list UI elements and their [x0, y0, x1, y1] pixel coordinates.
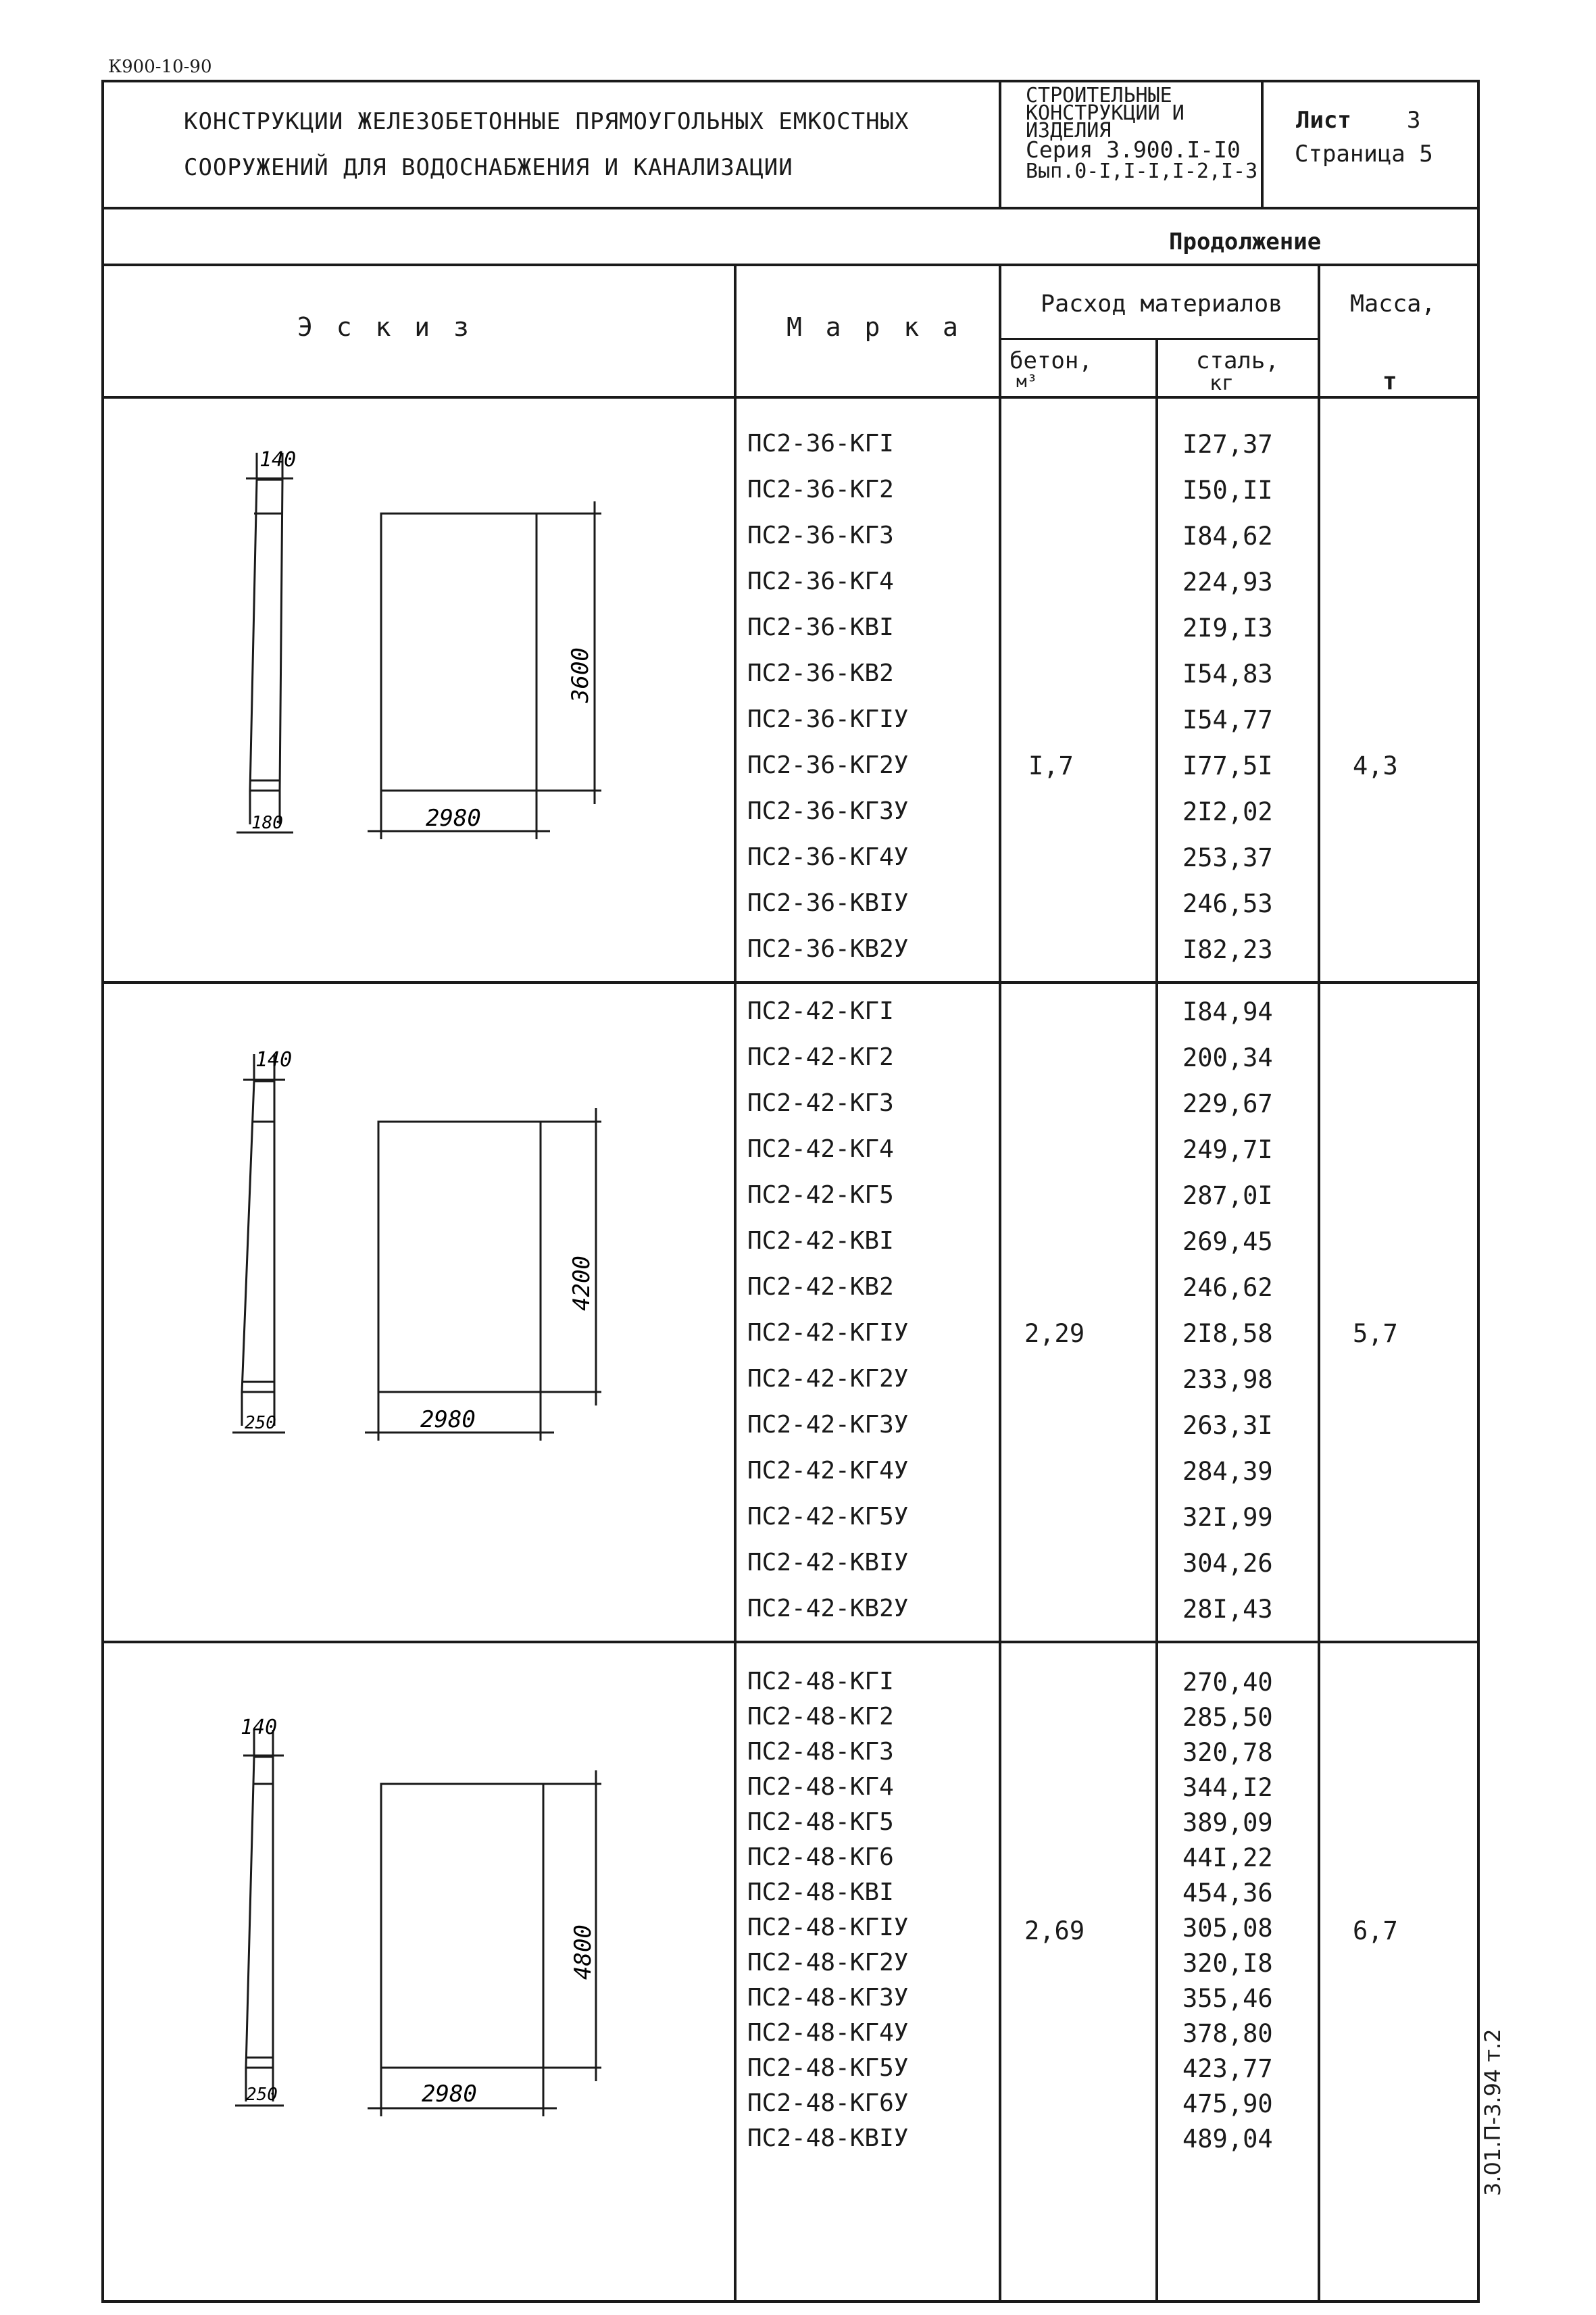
steel-cell: 475,90	[1182, 2089, 1273, 2118]
steel-cell: 489,04	[1182, 2124, 1273, 2154]
steel-cell: 229,67	[1182, 1089, 1273, 1118]
steel-cell: 249,7I	[1182, 1135, 1273, 1164]
mark-cell: ПС2-36-КГ4	[747, 568, 894, 595]
mark-cell: ПС2-36-КГI	[747, 430, 894, 457]
header-bottom-line	[101, 396, 1480, 399]
steel-cell: 320,78	[1182, 1738, 1273, 1767]
steel-cell: 200,34	[1182, 1043, 1273, 1072]
mark-cell: ПС2-48-КГ5	[747, 1808, 894, 1836]
header-steel: сталь,	[1196, 347, 1279, 374]
mark-cell: ПС2-36-КГ4У	[747, 843, 909, 871]
mark-cell: ПС2-48-КГ3У	[747, 1984, 909, 2012]
mark-cell: ПС2-42-КВIУ	[747, 1549, 909, 1576]
steel-cell: I84,62	[1182, 522, 1273, 551]
dim-width: 2980	[422, 2081, 477, 2108]
col-line-concrete	[999, 264, 1001, 2303]
concrete-cell: I,7	[1028, 751, 1074, 780]
header-sketch: Э с к и з	[297, 312, 473, 342]
page-label: Страница 5	[1295, 141, 1433, 168]
steel-cell: 263,3I	[1182, 1411, 1273, 1440]
steel-cell: 304,26	[1182, 1549, 1273, 1578]
mark-cell: ПС2-36-КВI	[747, 614, 894, 641]
dim-thickness-top: 140	[259, 448, 297, 472]
steel-cell: I27,37	[1182, 430, 1273, 459]
steel-cell: 253,37	[1182, 843, 1273, 872]
mark-cell: ПС2-48-КГ4	[747, 1773, 894, 1801]
steel-cell: I82,23	[1182, 935, 1273, 964]
mark-cell: ПС2-48-КВIУ	[747, 2124, 909, 2152]
header-mark: М а р к а	[787, 312, 962, 342]
sheet-label: Лист	[1296, 107, 1351, 134]
steel-cell: 284,39	[1182, 1457, 1273, 1486]
mark-cell: ПС2-48-КГ6У	[747, 2089, 909, 2117]
dim-thickness-top: 140	[241, 1716, 278, 1739]
mark-cell: ПС2-42-КГ5У	[747, 1503, 909, 1530]
mark-cell: ПС2-36-КВ2У	[747, 935, 909, 963]
steel-cell: I54,77	[1182, 705, 1273, 735]
mark-cell: ПС2-48-КГ2	[747, 1703, 894, 1731]
panel-sketch-2	[223, 1041, 642, 1460]
header-concrete: бетон,	[1009, 347, 1093, 374]
mark-cell: ПС2-42-КГ2	[747, 1043, 894, 1071]
group-divider-1	[101, 981, 1480, 984]
panel-sketch-3	[223, 1716, 642, 2135]
series-line-1: СТРОИТЕЛЬНЫЕ	[1026, 84, 1172, 107]
mark-cell: ПС2-36-КГIУ	[747, 705, 909, 733]
mark-cell: ПС2-42-КВ2	[747, 1273, 894, 1301]
mark-cell: ПС2-42-КГ5	[747, 1181, 894, 1209]
dim-height: 3600	[567, 647, 594, 703]
mark-cell: ПС2-48-КГ4У	[747, 2019, 909, 2047]
series-line-5: Вып.0-I,I-I,I-2,I-3	[1026, 159, 1258, 183]
document-code: К900-10-90	[108, 57, 212, 77]
mark-cell: ПС2-48-КВI	[747, 1878, 894, 1906]
concrete-cell: 2,69	[1024, 1916, 1085, 1945]
mark-cell: ПС2-48-КГ5У	[747, 2054, 909, 2082]
mass-cell: 5,7	[1353, 1319, 1398, 1348]
panel-sketch-1	[223, 439, 642, 858]
steel-cell: I77,5I	[1182, 751, 1273, 780]
mark-cell: ПС2-42-КГ3У	[747, 1411, 909, 1439]
title-divider	[101, 207, 1480, 209]
title-line-2: СООРУЖЕНИЙ ДЛЯ ВОДОСНАБЖЕНИЯ И КАНАЛИЗАЦИИ	[184, 154, 793, 181]
panel-elevation	[381, 514, 537, 791]
header-concrete-unit: м³	[1016, 372, 1038, 392]
series-line-4: Серия 3.900.I-I0	[1026, 136, 1241, 163]
dim-thickness-bottom: 180	[251, 813, 283, 833]
mass-cell: 4,3	[1353, 751, 1398, 780]
mark-cell: ПС2-36-КГ3У	[747, 797, 909, 825]
mark-cell: ПС2-36-КВ2	[747, 659, 894, 687]
mass-cell: 6,7	[1353, 1916, 1398, 1945]
mark-cell: ПС2-36-КГ2	[747, 476, 894, 503]
series-line-2: КОНСТРУКЦИИ И	[1026, 101, 1184, 125]
mark-cell: ПС2-48-КГ3	[747, 1738, 894, 1766]
steel-cell: 285,50	[1182, 1703, 1273, 1732]
header-mass: Масса,	[1350, 291, 1436, 318]
steel-cell: 224,93	[1182, 568, 1273, 597]
mark-cell: ПС2-48-КГ6	[747, 1843, 894, 1871]
steel-cell: 320,I8	[1182, 1949, 1273, 1978]
dim-height: 4200	[568, 1255, 595, 1311]
steel-cell: 32I,99	[1182, 1503, 1273, 1532]
title-vline-2	[1261, 80, 1264, 208]
col-line-mass	[1318, 264, 1320, 2303]
mark-cell: ПС2-42-КГIУ	[747, 1319, 909, 1347]
col-line-mark	[734, 264, 737, 2303]
continuation-label: Продолжение	[1169, 228, 1322, 255]
group-divider-2	[101, 1641, 1480, 1643]
dim-height: 4800	[570, 1924, 597, 1980]
steel-cell: 355,46	[1182, 1984, 1273, 2013]
dim-width: 2980	[426, 805, 481, 832]
panel-elevation	[378, 1122, 541, 1392]
steel-cell: 2I9,I3	[1182, 614, 1273, 643]
steel-cell: 44I,22	[1182, 1843, 1273, 1872]
title-vline-1	[999, 80, 1001, 208]
sheet-number: 3	[1407, 107, 1421, 134]
steel-cell: 2I8,58	[1182, 1319, 1273, 1348]
steel-cell: 378,80	[1182, 2019, 1273, 2048]
steel-cell: 305,08	[1182, 1914, 1273, 1943]
concrete-cell: 2,29	[1024, 1319, 1085, 1348]
steel-cell: 423,77	[1182, 2054, 1273, 2083]
steel-cell: I54,83	[1182, 659, 1273, 689]
side-code: 3.01.П-3.94 т.2	[1480, 2028, 1505, 2196]
series-line-3: ИЗДЕЛИЯ	[1026, 119, 1112, 143]
steel-cell: 454,36	[1182, 1878, 1273, 1908]
subheader-line	[999, 338, 1320, 340]
steel-cell: 389,09	[1182, 1808, 1273, 1837]
steel-cell: 246,53	[1182, 889, 1273, 918]
col-line-steel	[1155, 338, 1158, 2303]
mark-cell: ПС2-36-КВIУ	[747, 889, 909, 917]
steel-cell: 28I,43	[1182, 1595, 1273, 1624]
panel-elevation	[381, 1784, 543, 2068]
dim-thickness-top: 140	[255, 1048, 293, 1072]
mark-cell: ПС2-42-КГ2У	[747, 1365, 909, 1393]
steel-cell: I84,94	[1182, 997, 1273, 1026]
mark-cell: ПС2-42-КВI	[747, 1227, 894, 1255]
mark-cell: ПС2-42-КГ4У	[747, 1457, 909, 1485]
section-profile	[242, 1081, 274, 1392]
mark-cell: ПС2-48-КГIУ	[747, 1914, 909, 1941]
mark-cell: ПС2-48-КГ2У	[747, 1949, 909, 1976]
mark-cell: ПС2-42-КВ2У	[747, 1595, 909, 1622]
section-profile	[246, 1757, 273, 2068]
continuation-divider	[101, 264, 1480, 266]
steel-cell: 270,40	[1182, 1668, 1273, 1697]
dim-thickness-bottom: 250	[246, 2085, 278, 2105]
header-mass-unit: т	[1382, 368, 1397, 395]
mark-cell: ПС2-48-КГI	[747, 1668, 894, 1695]
steel-cell: 287,0I	[1182, 1181, 1273, 1210]
title-line-1: КОНСТРУКЦИИ ЖЕЛЕЗОБЕТОННЫЕ ПРЯМОУГОЛЬНЫХ ЕМКОСТНЫХ	[184, 108, 909, 135]
dim-thickness-bottom: 250	[245, 1413, 276, 1433]
steel-cell: I50,II	[1182, 476, 1273, 505]
section-profile	[250, 480, 282, 791]
mark-cell: ПС2-36-КГ2У	[747, 751, 909, 779]
steel-cell: 2I2,02	[1182, 797, 1273, 826]
header-materials: Расход материалов	[1041, 291, 1283, 318]
steel-cell: 269,45	[1182, 1227, 1273, 1256]
header-steel-unit: кг	[1210, 372, 1235, 395]
steel-cell: 233,98	[1182, 1365, 1273, 1394]
steel-cell: 344,I2	[1182, 1773, 1273, 1802]
mark-cell: ПС2-42-КГ3	[747, 1089, 894, 1117]
mark-cell: ПС2-42-КГ4	[747, 1135, 894, 1163]
mark-cell: ПС2-36-КГ3	[747, 522, 894, 549]
mark-cell: ПС2-42-КГI	[747, 997, 894, 1025]
steel-cell: 246,62	[1182, 1273, 1273, 1302]
dim-width: 2980	[420, 1406, 476, 1433]
